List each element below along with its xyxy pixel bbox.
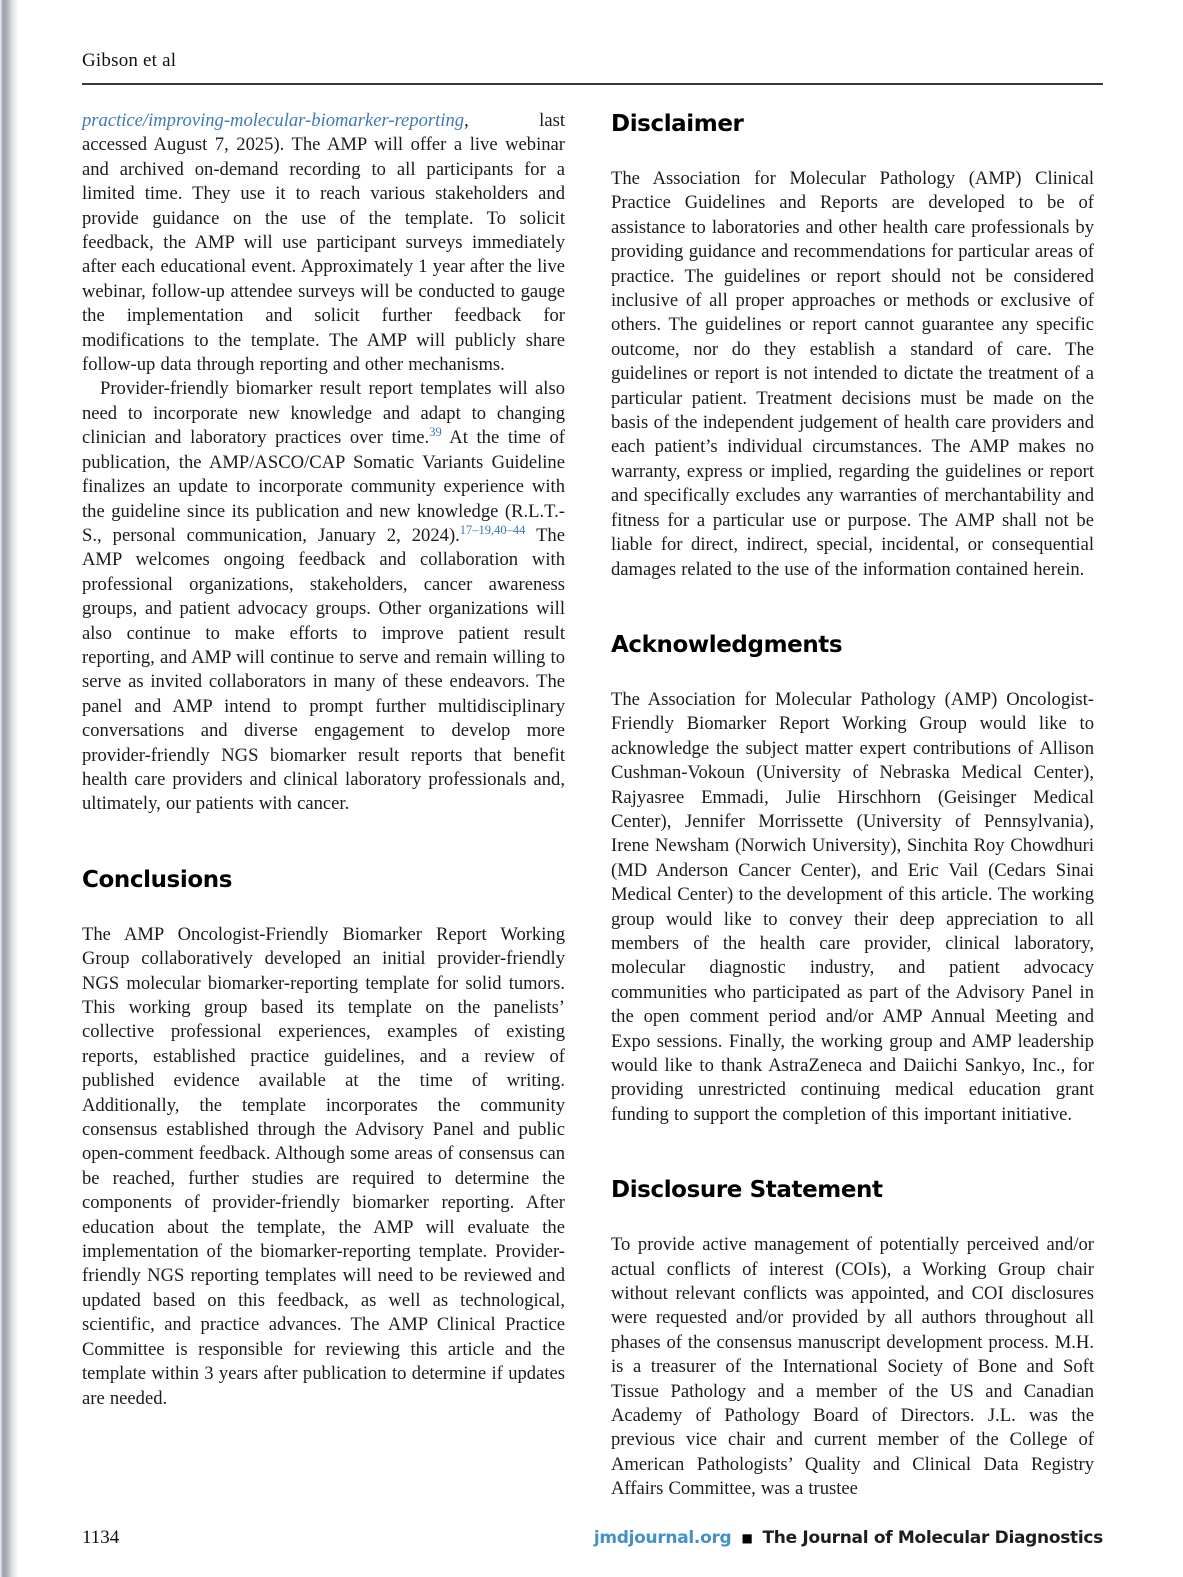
- running-header: [82, 50, 1103, 85]
- square-bullet-icon: ■: [741, 1531, 753, 1545]
- footer-journal-info: [594, 1528, 1103, 1548]
- journal-website-link[interactable]: jmdjournal.org: [593, 1528, 732, 1548]
- journal-name: The Journal of Molecular Diagnostics: [762, 1528, 1103, 1548]
- disclaimer-heading: Disclaimer: [611, 111, 744, 137]
- paragraph-text: Provider-friendly biomarker result report templates will also need to incorporate new knowledge and adapt to changing clinician and laboratory practices over time.: [82, 378, 565, 449]
- right-column: [611, 109, 1094, 1502]
- paragraph-text: , last accessed August 7, 2025). The AMP will offer a live webinar and archived on-demand recording to all participants for a limited time. They use it to reach various stakeholders and provide guidance on the use of the template. To solicit feedback, the AMP will use participant surveys immediately after each educational event. Approximately 1 year after the live webinar, follow-up attendee surveys will be conducted to gauge the implementation and solicit further feedback for modifications to the template. The AMP will publicly share follow-up data through reporting and other mechanisms.: [82, 110, 565, 376]
- running-head-author: Gibson et al: [82, 50, 177, 71]
- acknowledgments-paragraph: The Association for Molecular Pathology (AMP) Oncologist-Friendly Biomarker Report Working Group would like to acknowledge the subject matter expert contributions of Allison Cushman-Vokoun (University of Nebraska Medical Center), Rajyasree Emmadi, Julie Hirschhorn (Geisinger Medical Center), Jennifer Morrissette (University of Pennsylvania), Irene Newsham (Norwich University), Sinchita Roy Chowdhuri (MD Anderson Cancer Center), and Eric Vail (Cedars Sinai Medical Center) to the development of this article. The working group would like to convey their deep appreciation to all members of the health care provider, clinical laboratory, molecular diagnostic industry, and patient advocacy communities who participated as part of the Advisory Panel in the open comment period and/or AMP Annual Meeting and Expo sessions. Finally, the working group and AMP leadership would like to thank AstraZeneca and Daiichi Sankyo, Inc., for providing unrestricted continuing medical education grant funding to support the completion of this important initiative.: [611, 688, 1094, 1125]
- disclaimer-paragraph: The Association for Molecular Pathology (AMP) Clinical Practice Guidelines and Reports are developed to be of assistance to laboratories and other health care professionals by providing guidance and recommendations for particular areas of practice. The guidelines or report should not be considered inclusive of all proper approaches or methods or exclusive of others. The guidelines or report cannot guarantee any specific outcome, nor do they establish a standard of care. The guidelines or report is not intended to dictate the treatment of a particular patient. Treatment decisions must be made on the basis of the independent judgement of health care providers and each patient’s individual circumstances. The AMP makes no warranty, express or implied, regarding the guidelines or report and specifically excludes any warranties of merchantability and fitness for a particular use or purpose. The AMP shall not be liable for direct, indirect, special, incidental, or consequential damages related to the use of the information contained herein.: [611, 168, 1094, 580]
- left-column: [82, 109, 565, 1502]
- citation-ref-39[interactable]: 39: [429, 425, 442, 440]
- citation-ref-17-19-40-44[interactable]: 17–19,40–44: [459, 522, 526, 537]
- disclosure-statement-heading: Disclosure Statement: [611, 1177, 883, 1204]
- disclosure-statement-paragraph: To provide active management of potentially perceived and/or actual conflicts of interest (COIs), a Working Group chair without relevant conflicts was appointed, and COI disclosures were requested and/or provided by all authors throughout all phases of the consensus manuscript development process. M.H. is a treasurer of the International Society of Bone and Soft Tissue Pathology and a member of the US and Canadian Academy of Pathology Board of Directors. J.L. was the previous vice chair and current member of the College of American Pathologists’ Quality and Clinical Data Registry Affairs Committee, was a trustee: [611, 1234, 1094, 1500]
- header-rule: [82, 83, 1103, 85]
- page-edge-shadow: [0, 0, 18, 1577]
- conclusions-heading: Conclusions: [82, 866, 232, 893]
- paragraph-text: The AMP welcomes ongoing feedback and collaboration with professional organizations, stakeholders, cancer awareness groups, and patient advocacy groups. Other organizations will also continue to make efforts to improve patient result reporting, and AMP will continue to serve and remain willing to serve as invited collaborators in many of these endeavors. The panel and AMP intend to prompt further multidisciplinary conversations and diverse engagement to develop more provider-friendly NGS biomarker result reports that benefit health care providers and clinical laboratory professionals and, ultimately, our patients with cancer.: [82, 524, 565, 815]
- two-column-body: [82, 109, 1103, 1502]
- page-footer: [0, 1527, 1183, 1577]
- paragraph-provider-friendly: [82, 377, 565, 816]
- paragraph-continuation: [82, 109, 565, 377]
- practice-url-link[interactable]: practice/improving-molecular-biomarker-reporting: [82, 110, 465, 131]
- acknowledgments-heading: Acknowledgments: [611, 631, 843, 658]
- page-number: 1134: [82, 1527, 120, 1548]
- conclusions-paragraph: The AMP Oncologist-Friendly Biomarker Report Working Group collaboratively developed an initial provider-friendly NGS molecular biomarker-reporting template for solid tumors. This working group based its template on the panelists’ collective professional experiences, examples of existing reports, established practice guidelines, and a review of published evidence available at the time of writing. Additionally, the template incorporates the community consensus established through the Advisory Panel and public open-comment feedback. Although some areas of consensus can be reached, further studies are required to determine the components of provider-friendly biomarker reporting. After education about the template, the AMP will evaluate the implementation of the biomarker-reporting template. Provider-friendly NGS reporting templates will need to be reviewed and updated based on this feedback, as well as technological, scientific, and practice advances. The AMP Clinical Practice Committee is responsible for reviewing this article and the template within 3 years after publication to determine if updates are needed.: [82, 923, 565, 1409]
- paragraph-text: At the time of publication, the AMP/ASCO/CAP Somatic Variants Guideline finalizes an update to incorporate community experience with the guideline since its publication and new knowledge (R.L.T.-S., personal communication, January 2, 2024).: [82, 427, 565, 546]
